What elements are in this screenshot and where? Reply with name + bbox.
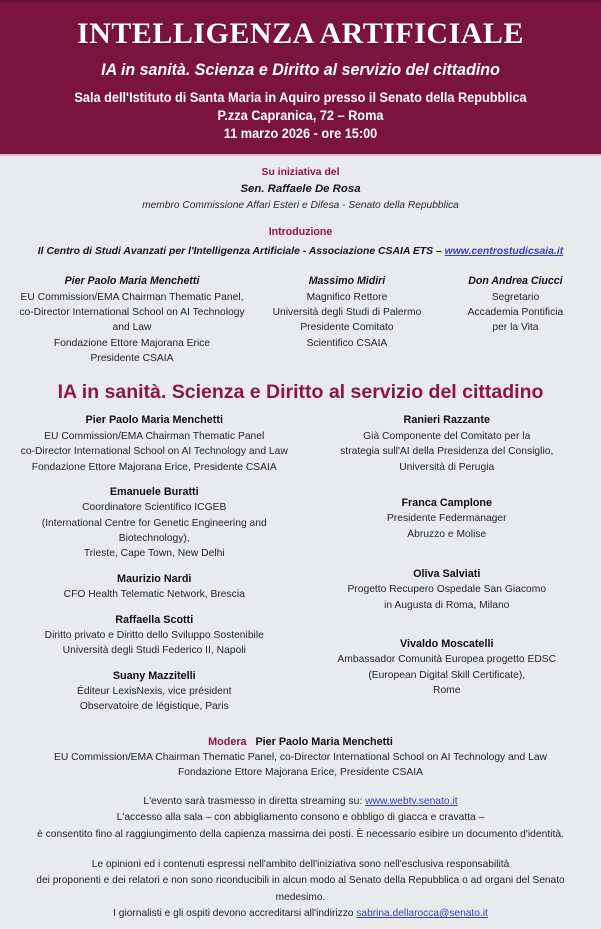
- streaming-note: [10, 794, 591, 811]
- speaker-entry: [303, 566, 592, 613]
- initiative-person: Sen. Raffaele De Rosa: [240, 182, 361, 195]
- speaker-entry: [303, 495, 592, 542]
- organizer-line: Fondazione Ettore Majorana Erice: [53, 337, 211, 349]
- organizer-name: Don Andrea Ciucci: [468, 275, 563, 288]
- organizer-line: per la Vita: [492, 322, 539, 334]
- disclaimer-line-1: Le opinioni ed i contenuti espressi nell'ambito dell'iniziativa sono nell'esclusiva responsabilità: [91, 858, 510, 870]
- speaker-line: Abruzzo e Molise: [407, 528, 487, 540]
- speaker-line: (International Centre for Genetic Engineering and Biotechnology),: [41, 517, 267, 545]
- disclaimer-block: [10, 857, 591, 923]
- speaker-name: Maurizio Nardi: [117, 572, 192, 585]
- header-top-hairline: [0, 0, 601, 3]
- speaker-line: Observatoire de légistique, Paris: [79, 701, 229, 713]
- page-title: INTELLIGENZA ARTIFICIALE: [77, 17, 524, 50]
- organizer-line: EU Commission/EMA Chairman Thematic Panel,: [20, 291, 244, 303]
- access-note-line-2: è consentito fino al raggiungimento della capienza massima dei posti. È necessario esibire un documento d'identità.: [37, 828, 564, 840]
- introduction-block: [10, 225, 591, 261]
- venue-line: Sala dell'Istituto di Santa Maria in Aquiro presso il Senato della Repubblica: [74, 89, 527, 105]
- speakers-row: [10, 412, 591, 723]
- introduction-label: Introduzione: [268, 225, 333, 238]
- organizer-column-1: [10, 274, 254, 366]
- header-band: [0, 0, 601, 156]
- organizer-line: co-Director International School on AI Technology and Law: [19, 307, 245, 334]
- speaker-line: Presidente Federmanager: [386, 513, 507, 525]
- speaker-line: CFO Health Telematic Network, Brescia: [63, 589, 245, 601]
- section-title: IA in sanità. Scienza e Diritto al servizio del cittadino: [57, 381, 544, 404]
- centrostudicsaia-link[interactable]: www.centrostudicsaia.it: [444, 245, 564, 257]
- speaker-line: Coordinatore Scientifico ICGEB: [82, 502, 227, 514]
- speaker-name: Raffaella Scotti: [115, 613, 194, 626]
- speakers-column-right: [301, 412, 592, 707]
- organizer-line: Università degli Studi di Palermo: [272, 307, 422, 319]
- speaker-line: Ambassador Comunità Europea progetto EDSC: [337, 654, 557, 666]
- organizer-line: Presidente Comitato: [300, 322, 394, 334]
- introduction-organization: [10, 244, 591, 261]
- speaker-entry: [303, 412, 592, 475]
- moderator-heading: [10, 732, 591, 750]
- organizer-line: Presidente CSAIA: [90, 352, 174, 364]
- speaker-line: Trieste, Cape Town, New Delhi: [83, 548, 225, 560]
- accreditation-email-link[interactable]: sabrina.dellarocca@senato.it: [356, 908, 488, 920]
- speaker-entry: [303, 636, 592, 699]
- poster-body: [0, 156, 601, 929]
- organizer-name: Pier Paolo Maria Menchetti: [64, 275, 200, 288]
- organizer-line: Scientifico CSAIA: [306, 337, 388, 349]
- speaker-name: Suany Mazzitelli: [112, 669, 196, 682]
- streaming-note-text: L'evento sarà trasmesso in diretta streaming su:: [143, 795, 366, 807]
- speaker-line: (European Digital Skill Certificate),: [368, 669, 526, 681]
- page-subtitle: IA in sanità. Scienza e Diritto al servizio del cittadino: [101, 60, 500, 79]
- introduction-organization-text: Il Centro di Studi Avanzati per l'Intelligenza Artificiale - Associazione CSAIA ETS –: [37, 245, 445, 257]
- speaker-name: Oliva Salviati: [413, 568, 481, 581]
- speaker-entry: [10, 484, 299, 562]
- speakers-column-left: [10, 412, 301, 723]
- organizer-name: Massimo Midiri: [308, 275, 386, 288]
- speaker-line: strategia sull'AI della Presidenza del Consiglio,: [340, 446, 554, 458]
- speaker-line: Già Componente del Comitato per la: [363, 430, 531, 442]
- notes-block: [10, 794, 591, 844]
- speaker-name: Franca Camplone: [401, 496, 493, 509]
- access-note-line-1: L'accesso alla sala – con abbigliamento consono e obbligo di giacca e cravatta –: [116, 812, 485, 824]
- initiative-block: [10, 165, 591, 214]
- initiative-label: Su iniziativa del: [261, 166, 340, 178]
- speaker-line: Progetto Recupero Ospedale San Giacomo: [347, 584, 547, 596]
- organizers-row: [10, 274, 591, 366]
- speaker-line: Éditeur LexisNexis, vice président: [76, 685, 232, 697]
- initiative-role: membro Commissione Affari Esteri e Difesa - Senato della Repubblica: [142, 199, 459, 211]
- speaker-entry: [10, 412, 299, 475]
- datetime-line: 11 marzo 2026 - ore 15:00: [223, 125, 378, 141]
- organizer-column-3: [440, 274, 591, 335]
- speaker-line: Fondazione Ettore Majorana Erice, Presidente CSAIA: [31, 461, 277, 473]
- address-line: P.zza Capranica, 72 – Roma: [217, 107, 384, 123]
- speaker-name: Pier Paolo Maria Menchetti: [85, 414, 223, 427]
- webtv-senato-link[interactable]: www.webtv.senato.it: [365, 795, 458, 807]
- speaker-entry: [10, 668, 299, 715]
- organizer-line: Segretario: [491, 291, 540, 303]
- speaker-entry: [10, 612, 299, 659]
- speaker-name: Vivaldo Moscatelli: [400, 638, 494, 651]
- speaker-name: Ranieri Razzante: [403, 414, 490, 427]
- moderator-block: [10, 732, 591, 781]
- speaker-line: Università di Perugia: [399, 461, 495, 473]
- organizer-column-2: [254, 274, 440, 350]
- organizer-line: Magnifico Rettore: [306, 291, 388, 303]
- organizer-line: Accademia Pontificia: [467, 307, 564, 319]
- speaker-name: Emanuele Buratti: [109, 485, 199, 498]
- speaker-entry: [10, 571, 299, 603]
- speaker-line: in Augusta di Roma, Milano: [384, 599, 510, 611]
- moderator-name: Pier Paolo Maria Menchetti: [255, 735, 393, 748]
- speaker-line: EU Commission/EMA Chairman Thematic Panel: [44, 430, 265, 442]
- speaker-line: Rome: [433, 685, 461, 697]
- moderator-line: Fondazione Ettore Majorana Erice, Presidente CSAIA: [178, 767, 423, 779]
- speaker-line: co-Director International School on AI Technology and Law: [20, 446, 288, 458]
- speaker-line: Diritto privato e Diritto dello Sviluppo Sostenibile: [44, 629, 264, 641]
- disclaimer-line-2: dei proponenti e dei relatori e non sono riconducibili in alcun modo al Senato della Repubblica o ad organi del Senato medesimo.: [36, 875, 565, 903]
- disclaimer-line-3: [10, 906, 591, 923]
- speaker-line: Università degli Studi Federico II, Napoli: [62, 645, 246, 657]
- accreditation-text: I giornalisti e gli ospiti devono accreditarsi all'indirizzo: [113, 908, 357, 920]
- moderator-line: EU Commission/EMA Chairman Thematic Panel, co-Director International School on AI Technology and Law: [54, 751, 547, 763]
- moderator-label: Modera: [208, 735, 247, 748]
